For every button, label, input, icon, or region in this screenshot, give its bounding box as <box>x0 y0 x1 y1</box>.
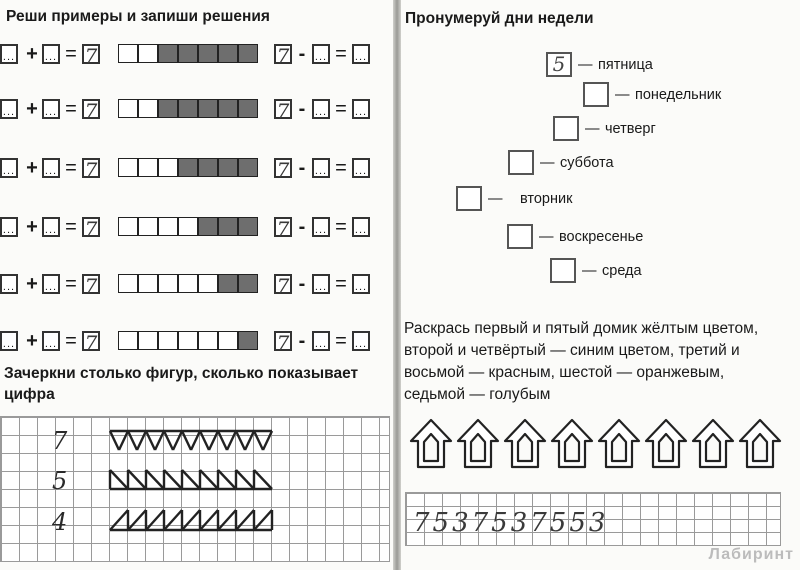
blank-cell: ... <box>312 44 330 64</box>
house-figure <box>458 420 498 467</box>
minus-sign: - <box>298 157 306 179</box>
day-dash: — <box>585 121 600 137</box>
triangle-figure <box>146 510 164 530</box>
day-name: среда <box>602 263 642 279</box>
task4-line1: Раскрась первый и пятый домик жёлтым цветом, <box>404 320 759 337</box>
triangle-figure <box>200 470 218 489</box>
triangle-figure <box>218 431 227 450</box>
result-cell: 7 <box>82 331 100 351</box>
equals-sign: = <box>65 273 77 295</box>
triangle-figure <box>218 470 236 489</box>
equals-sign: = <box>65 216 77 238</box>
triangle-figure <box>164 470 182 489</box>
blank-cell: ... <box>42 217 60 237</box>
day-name: понедельник <box>635 87 722 103</box>
triangle-figure <box>182 431 191 450</box>
day-name: суббота <box>560 155 614 171</box>
equals-sign: = <box>65 98 77 120</box>
blank-cell: ... <box>0 44 18 64</box>
day-name: вторник <box>520 191 573 207</box>
triangle-figure <box>110 510 128 530</box>
triangle-figure <box>128 510 146 530</box>
task1-title: Реши примеры и запиши решения <box>6 8 270 25</box>
strike-digit: 5 <box>52 467 68 495</box>
triangle-figure <box>191 431 200 450</box>
minuend-cell: 7 <box>274 331 292 351</box>
minus-sign: - <box>298 273 306 295</box>
day-dash: — <box>578 57 593 73</box>
triangle-figure <box>227 431 236 450</box>
equals-sign: = <box>65 330 77 352</box>
task4-line3: восьмой — красным, шестой — оранжевым, <box>404 364 725 381</box>
day-name: четверг <box>605 121 656 137</box>
triangle-figure <box>236 470 254 489</box>
triangle-figure <box>128 470 146 489</box>
blank-cell: ... <box>0 158 18 178</box>
house-figure <box>411 420 451 467</box>
blank-cell: ... <box>0 99 18 119</box>
blank-cell: ... <box>352 217 370 237</box>
day-dash: — <box>488 191 503 207</box>
blank-cell: ... <box>312 331 330 351</box>
triangle-figure <box>209 431 218 450</box>
left-page <box>0 0 393 570</box>
plus-sign: + <box>26 330 38 352</box>
minuend-cell: 7 <box>274 217 292 237</box>
result-cell: 7 <box>82 217 100 237</box>
house-figure <box>552 420 592 467</box>
equals-sign: = <box>335 330 347 352</box>
triangle-figure <box>200 431 209 450</box>
strike-digit: 4 <box>52 508 68 536</box>
number-sequence: 7537537553 <box>413 508 609 538</box>
publisher-watermark: Лабиринт <box>708 546 794 563</box>
triangle-figure <box>173 431 182 450</box>
figure-rows <box>0 0 393 570</box>
triangle-figure <box>155 431 164 450</box>
result-cell: 7 <box>82 274 100 294</box>
blank-cell: ... <box>0 274 18 294</box>
minus-sign: - <box>298 98 306 120</box>
blank-cell: ... <box>0 331 18 351</box>
triangle-figure <box>218 510 236 530</box>
house-figure <box>599 420 639 467</box>
blank-cell: ... <box>312 158 330 178</box>
triangle-figure <box>182 470 200 489</box>
house-figure <box>505 420 545 467</box>
task4-line4: седьмой — голубым <box>404 386 551 403</box>
day-name: пятница <box>598 57 653 73</box>
equals-sign: = <box>65 157 77 179</box>
minuend-cell: 7 <box>274 44 292 64</box>
blank-cell: ... <box>42 99 60 119</box>
blank-cell: ... <box>42 44 60 64</box>
house-figure <box>740 420 780 467</box>
day-dash: — <box>540 155 555 171</box>
equals-sign: = <box>335 98 347 120</box>
task2-title-line1: Зачеркни столько фигур, сколько показывает <box>4 365 359 382</box>
day-number-box: 5 <box>546 52 572 77</box>
result-cell: 7 <box>82 158 100 178</box>
triangle-figure <box>254 510 272 530</box>
triangle-figure <box>236 431 245 450</box>
strike-digit: 7 <box>52 427 68 455</box>
equals-sign: = <box>335 43 347 65</box>
triangle-figure <box>119 431 128 450</box>
plus-sign: + <box>26 43 38 65</box>
blank-cell: ... <box>312 274 330 294</box>
plus-sign: + <box>26 157 38 179</box>
triangle-figure <box>245 431 254 450</box>
triangle-figure <box>164 510 182 530</box>
house-figure <box>693 420 733 467</box>
blank-cell: ... <box>42 274 60 294</box>
day-name: воскресенье <box>559 229 644 245</box>
day-dash: — <box>582 263 597 279</box>
plus-sign: + <box>26 98 38 120</box>
minus-sign: - <box>298 330 306 352</box>
blank-cell: ... <box>352 99 370 119</box>
result-cell: 7 <box>82 44 100 64</box>
blank-cell: ... <box>352 44 370 64</box>
blank-cell: ... <box>312 99 330 119</box>
day-dash: — <box>615 87 630 103</box>
triangle-figure <box>110 431 119 450</box>
triangle-figure <box>200 510 218 530</box>
equals-sign: = <box>335 157 347 179</box>
day-dash: — <box>539 229 554 245</box>
task4-line2: второй и четвёртый — синим цветом, третий и <box>404 342 740 359</box>
task3-title: Пронумеруй дни недели <box>405 10 594 27</box>
blank-cell: ... <box>352 274 370 294</box>
minuend-cell: 7 <box>274 99 292 119</box>
houses-row <box>401 0 800 570</box>
triangle-figure <box>263 431 272 450</box>
house-figure <box>646 420 686 467</box>
blank-cell: ... <box>42 158 60 178</box>
triangle-figure <box>128 431 137 450</box>
triangle-figure <box>254 431 263 450</box>
blank-cell: ... <box>312 217 330 237</box>
blank-cell: ... <box>42 331 60 351</box>
equals-sign: = <box>335 273 347 295</box>
task2-title-line2: цифра <box>4 386 55 403</box>
minus-sign: - <box>298 43 306 65</box>
blank-cell: ... <box>0 217 18 237</box>
right-page <box>401 0 800 570</box>
equals-sign: = <box>65 43 77 65</box>
plus-sign: + <box>26 273 38 295</box>
triangle-figure <box>254 470 272 489</box>
blank-cell: ... <box>352 331 370 351</box>
triangle-figure <box>137 431 146 450</box>
book-spine <box>393 0 401 570</box>
triangle-figure <box>164 431 173 450</box>
triangle-figure <box>182 510 200 530</box>
minuend-cell: 7 <box>274 274 292 294</box>
triangle-figure <box>146 470 164 489</box>
triangle-figure <box>236 510 254 530</box>
triangle-figure <box>110 470 128 489</box>
equals-sign: = <box>335 216 347 238</box>
minus-sign: - <box>298 216 306 238</box>
triangle-figure <box>146 431 155 450</box>
result-cell: 7 <box>82 99 100 119</box>
blank-cell: ... <box>352 158 370 178</box>
plus-sign: + <box>26 216 38 238</box>
minuend-cell: 7 <box>274 158 292 178</box>
